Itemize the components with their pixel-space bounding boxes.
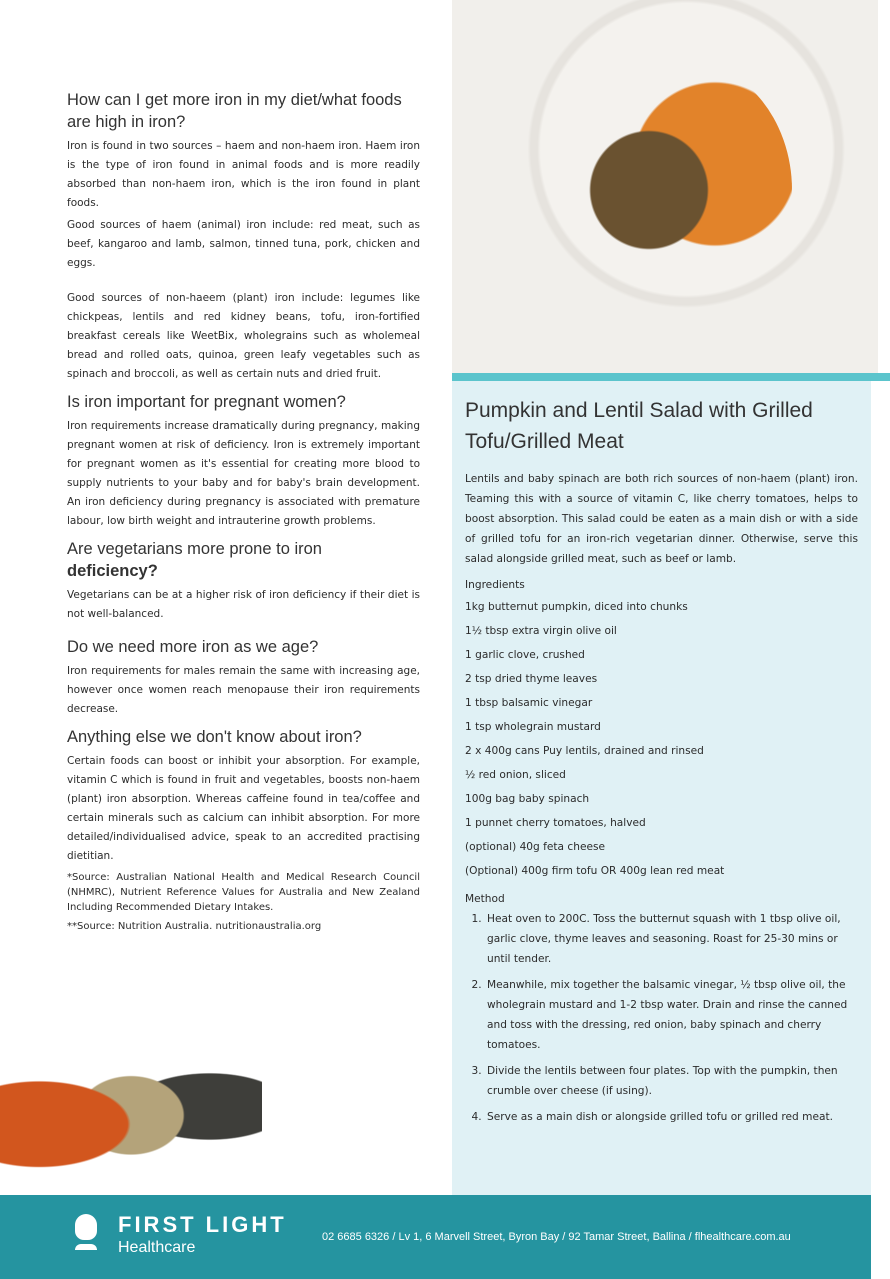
method-step: 2. Meanwhile, mix together the balsamic vinegar, ½ tbsp olive oil, the wholegrain mustard and 1-2 tbsp water. Drain and rinse the canned and toss with the dressing, red onion, baby spinach and cherry tomatoes. xyxy=(485,975,858,1055)
paragraph: Iron requirements for males remain the same with increasing age, however once women reach menopause their iron requirements decrease. xyxy=(67,665,420,715)
method-list xyxy=(465,909,858,1127)
paragraph: Vegetarians can be at a higher risk of iron deficiency if their diet is not well-balanced. xyxy=(67,589,420,620)
ingredient-item: 2 tsp dried thyme leaves xyxy=(465,673,598,685)
ingredient-item: 1½ tbsp extra virgin olive oil xyxy=(465,625,617,637)
heading-part: deficiency? xyxy=(67,562,158,580)
method-step: 4. Serve as a main dish or alongside grilled tofu or grilled red meat. xyxy=(485,1107,858,1127)
recipe-title: Pumpkin and Lentil Salad with Grilled Tofu/Grilled Meat xyxy=(465,399,813,453)
ingredients-label: Ingredients xyxy=(465,579,525,591)
source-note: **Source: Nutrition Australia. nutritionaustralia.org xyxy=(67,921,322,932)
recipe-panel xyxy=(452,381,871,1195)
recipe-intro: Lentils and baby spinach are both rich sources of non-haem (plant) iron. Teaming this with a source of vitamin C, like cherry tomatoes, helps to boost absorption. This salad could be eaten as a main dish or with a side of grilled tofu for an iron-rich vegetarian dinner. Otherwise, serve this salad alongside grilled meat, such as beef or lamb. xyxy=(465,473,858,565)
accent-bar xyxy=(452,373,890,381)
brand-name: FIRST LIGHT xyxy=(118,1212,287,1237)
heading-pregnancy: Is iron important for pregnant women? xyxy=(67,393,346,411)
footer xyxy=(0,1195,871,1279)
ingredient-item: 2 x 400g cans Puy lentils, drained and rinsed xyxy=(465,745,704,757)
ingredient-item: ½ red onion, sliced xyxy=(465,769,566,781)
ingredient-item: 100g bag baby spinach xyxy=(465,793,590,805)
lentils-photo xyxy=(0,1018,262,1195)
paragraph: Iron requirements increase dramatically during pregnancy, making pregnant women at risk of deficiency. Iron is extremely important for pregnant women as it's essential for creating more blood to supply nutrients to your baby and for baby's brain development. An iron deficiency during pregnancy is associated with premature labour, low birth weight and intrauterine growth problems. xyxy=(67,420,420,527)
heading-else: Anything else we don't know about iron? xyxy=(67,728,362,746)
paragraph: Certain foods can boost or inhibit your absorption. For example, vitamin C which is found in fruit and vegetables, boosts non-haem (plant) iron absorption. Whereas caffeine found in tea/coffee and certain minerals such as calcium can inhibit absorption. For more detailed/individualised advice, speak to an accredited practising dietitian. xyxy=(67,755,420,862)
method-label: Method xyxy=(465,893,505,905)
article-column xyxy=(67,82,420,938)
ingredient-item: (Optional) 400g firm tofu OR 400g lean red meat xyxy=(465,865,725,877)
paragraph: Good sources of haem (animal) iron include: red meat, such as beef, kangaroo and lamb, salmon, tinned tuna, pork, chicken and eggs. xyxy=(67,219,420,269)
method-step: 1. Heat oven to 200C. Toss the butternut squash with 1 tbsp olive oil, garlic clove, thyme leaves and seasoning. Roast for 25-30 mins or until tender. xyxy=(485,909,858,969)
salad-photo xyxy=(452,0,878,373)
ingredient-item: (optional) 40g feta cheese xyxy=(465,841,606,853)
ingredient-item: 1 punnet cherry tomatoes, halved xyxy=(465,817,646,829)
ingredient-item: 1 tbsp balsamic vinegar xyxy=(465,697,593,709)
ingredient-item: 1 garlic clove, crushed xyxy=(465,649,585,661)
paragraph: Good sources of non-haeem (plant) iron include: legumes like chickpeas, lentils and red kidney beans, tofu, iron-fortified breakfast cereals like WeetBix, wholegrains such as wholemeal bread and rolled oats, quinoa, green leafy vegetables such as spinach and broccoli, as well as certain nuts and dried fruit. xyxy=(67,292,420,380)
heading-vegetarians xyxy=(67,538,420,582)
method-step: 3. Divide the lentils between four plates. Top with the pumpkin, then crumble over cheese (if using). xyxy=(485,1061,858,1101)
ingredients-list xyxy=(465,595,858,883)
contact-info: 02 6685 6326 / Lv 1, 6 Marvell Street, Byron Bay / 92 Tamar Street, Ballina / flhealthcare.com.au xyxy=(322,1231,791,1243)
heading-part: Are vegetarians more prone to iron xyxy=(67,540,322,558)
heading-age: Do we need more iron as we age? xyxy=(67,638,319,656)
salad-food xyxy=(572,60,792,320)
paragraph: Iron is found in two sources – haem and non-haem iron. Haem iron is the type of iron found in animal foods and is more readily absorbed than non-haem iron, which is the iron found in plant foods. xyxy=(67,140,420,209)
ingredient-item: 1kg butternut pumpkin, diced into chunks xyxy=(465,601,688,613)
heading-iron-foods: How can I get more iron in my diet/what foods are high in iron? xyxy=(67,91,402,131)
brand-sub: Healthcare xyxy=(118,1239,196,1256)
logo-icon xyxy=(75,1214,97,1254)
source-note: *Source: Australian National Health and Medical Research Council (NHMRC), Nutrient Reference Values for Australia and New Zealand Including Recommended Dietary Intakes. xyxy=(67,872,420,913)
ingredient-item: 1 tsp wholegrain mustard xyxy=(465,721,601,733)
